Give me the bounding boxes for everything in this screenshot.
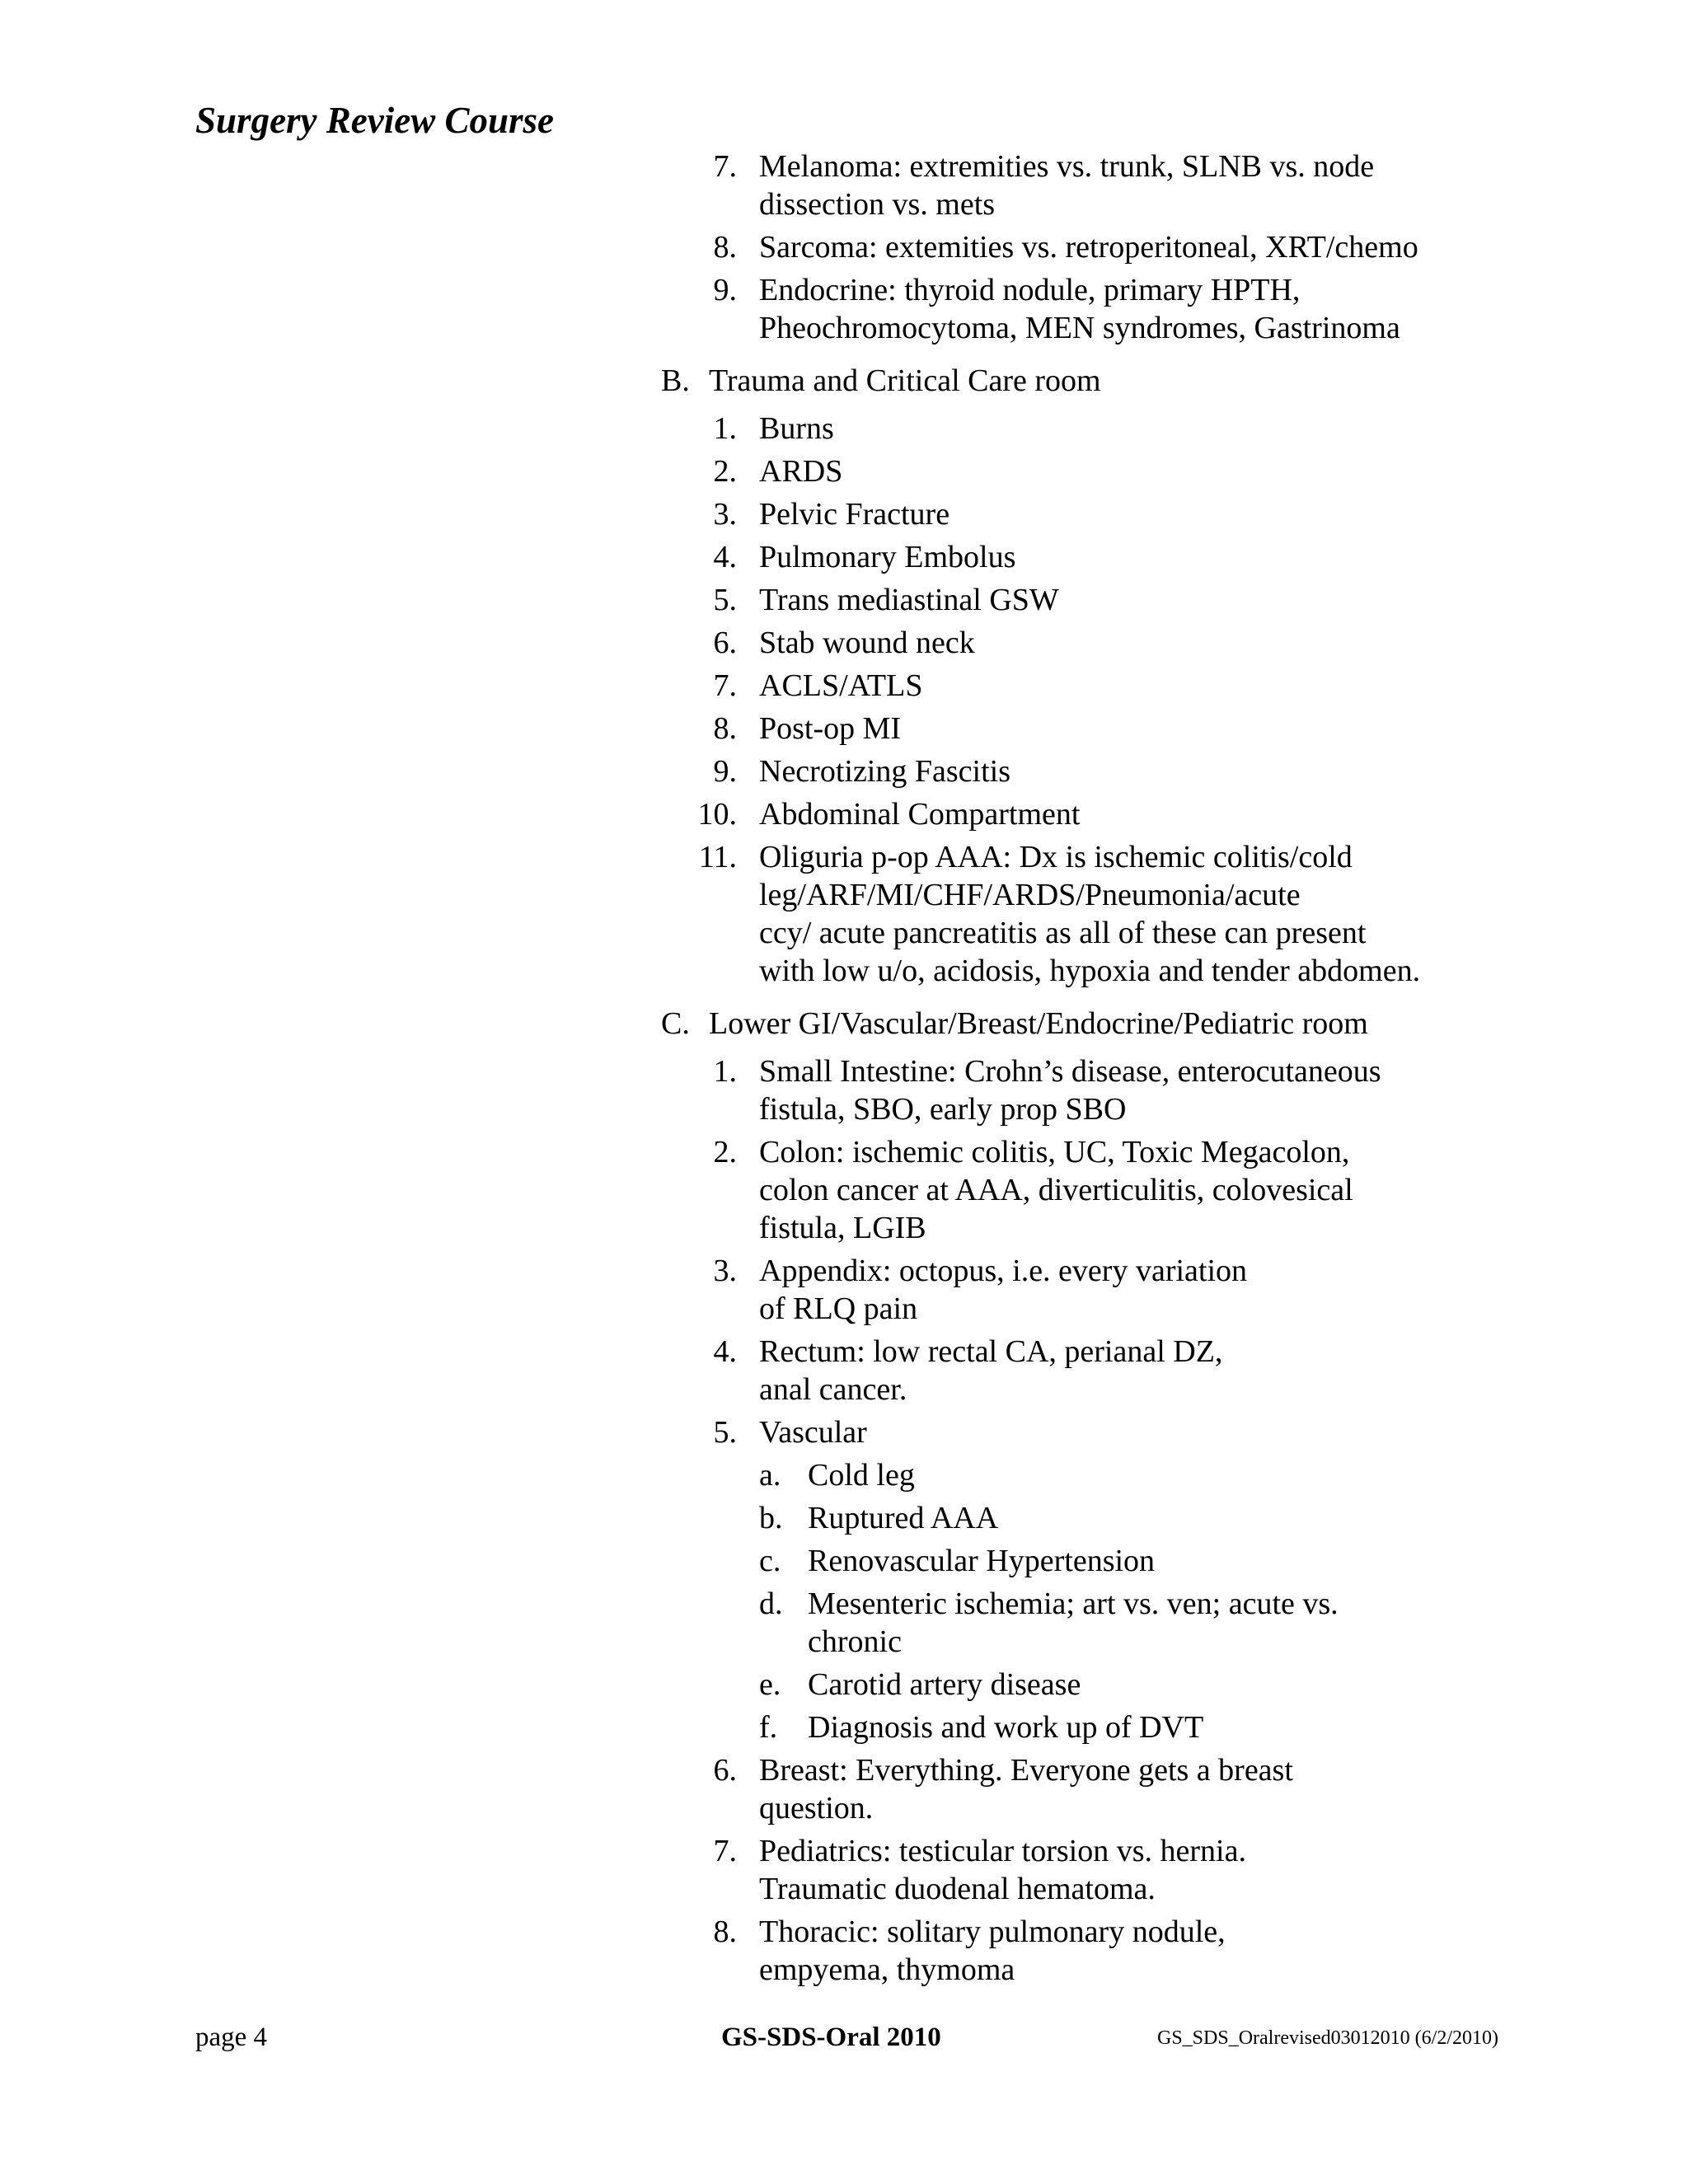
list-item-number: 5. [713,583,737,617]
list-item-text: colon cancer at AAA, diverticulitis, colovesical [759,1173,1353,1207]
list-item-number: 2. [713,1135,737,1169]
list-item-text: Necrotizing Fascitis [759,754,1010,789]
list-item-text: Pheochromocytoma, MEN syndromes, Gastrinoma [759,311,1400,345]
list-item-text: Burns [759,411,834,446]
list-item-text: ACLS/ATLS [759,668,923,703]
list-item-text: Colon: ischemic colitis, UC, Toxic Megacolon, [759,1135,1350,1169]
list-item-number: 5. [713,1415,737,1450]
list-item-text: Oliguria p-op AAA: Dx is ischemic colitis/cold [759,840,1353,874]
list-item-number: 4. [713,540,737,574]
list-item-text: empyema, thymoma [759,1952,1015,1987]
sub-item-text: Ruptured AAA [808,1501,999,1535]
list-item-number: 1. [713,411,737,446]
list-item-number: 8. [713,1915,737,1949]
footer-page-number: page 4 [195,2022,268,2052]
list-item-text: Post-op MI [759,711,902,746]
sub-item-text: Renovascular Hypertension [808,1544,1156,1578]
sub-item-letter: b. [759,1501,783,1535]
list-item-text: anal cancer. [759,1372,907,1407]
list-item-text: Melanoma: extremities vs. trunk, SLNB vs. node [759,149,1375,184]
sub-item-text: Mesenteric ischemia; art vs. ven; acute vs. [808,1586,1339,1621]
list-item-number: 9. [713,754,737,789]
list-item-number: 8. [713,230,737,265]
footer-document-code: GS-SDS-Oral 2010 [721,2022,941,2052]
list-item-number: 10. [697,797,737,832]
section-letter: C. [661,1006,690,1041]
list-item-number: 11. [698,840,737,874]
footer-file-reference: GS_SDS_Oralrevised03012010 (6/2/2010) [1157,2027,1498,2049]
section-letter: B. [661,363,690,398]
list-item-text: Abdominal Compartment [759,797,1081,832]
list-item-text: Vascular [759,1415,867,1450]
sub-item-letter: c. [759,1544,781,1578]
sub-item-letter: a. [759,1458,781,1493]
sub-item-text: Cold leg [808,1458,915,1493]
section-heading: Lower GI/Vascular/Breast/Endocrine/Pediatric room [709,1006,1368,1041]
list-item-text: leg/ARF/MI/CHF/ARDS/Pneumonia/acute [759,878,1301,912]
list-item-number: 7. [713,149,737,184]
list-item-text: Stab wound neck [759,626,975,660]
list-item-text: fistula, SBO, early prop SBO [759,1092,1127,1127]
sub-item-letter: f. [759,1710,778,1745]
list-item-number: 8. [713,711,737,746]
list-item-text: ARDS [759,454,843,489]
list-item-text: Appendix: octopus, i.e. every variation [759,1254,1248,1288]
list-item-text: Breast: Everything. Everyone gets a breast [759,1753,1293,1788]
list-item-text: Pelvic Fracture [759,497,950,532]
sub-item-letter: d. [759,1586,783,1621]
list-item-text: Endocrine: thyroid nodule, primary HPTH, [759,273,1301,307]
list-item-text: of RLQ pain [759,1291,918,1326]
list-item-text: Trans mediastinal GSW [759,583,1059,617]
list-item-number: 2. [713,454,737,489]
sub-item-text: Diagnosis and work up of DVT [808,1710,1204,1745]
list-item-number: 3. [713,497,737,532]
list-item-text: dissection vs. mets [759,187,996,222]
list-item-number: 6. [713,626,737,660]
sub-item-text: Carotid artery disease [808,1667,1081,1702]
list-item-number: 3. [713,1254,737,1288]
list-item-text: Sarcoma: extemities vs. retroperitoneal, XRT/chemo [759,230,1418,265]
section-heading: Trauma and Critical Care room [709,363,1101,398]
sub-item-letter: e. [759,1667,781,1702]
list-item-text: Traumatic duodenal hematoma. [759,1872,1156,1906]
list-item-text: Thoracic: solitary pulmonary nodule, [759,1915,1226,1949]
sub-item-text: chronic [808,1624,902,1659]
list-item-text: Pediatrics: testicular torsion vs. hernia. [759,1834,1246,1868]
list-item-number: 4. [713,1334,737,1369]
list-item-number: 7. [713,1834,737,1868]
list-item-number: 9. [713,273,737,307]
list-item-text: with low u/o, acidosis, hypoxia and tender abdomen. [759,954,1421,988]
page-title: Surgery Review Course [195,100,555,141]
list-item-number: 6. [713,1753,737,1788]
list-item-text: Rectum: low rectal CA, perianal DZ, [759,1334,1223,1369]
list-item-text: Small Intestine: Crohn’s disease, enterocutaneous [759,1054,1381,1089]
list-item-text: Pulmonary Embolus [759,540,1016,574]
list-item-number: 1. [713,1054,737,1089]
list-item-text: ccy/ acute pancreatitis as all of these can present [759,916,1367,950]
list-item-text: fistula, LGIB [759,1211,926,1245]
list-item-text: question. [759,1791,874,1825]
list-item-number: 7. [713,668,737,703]
